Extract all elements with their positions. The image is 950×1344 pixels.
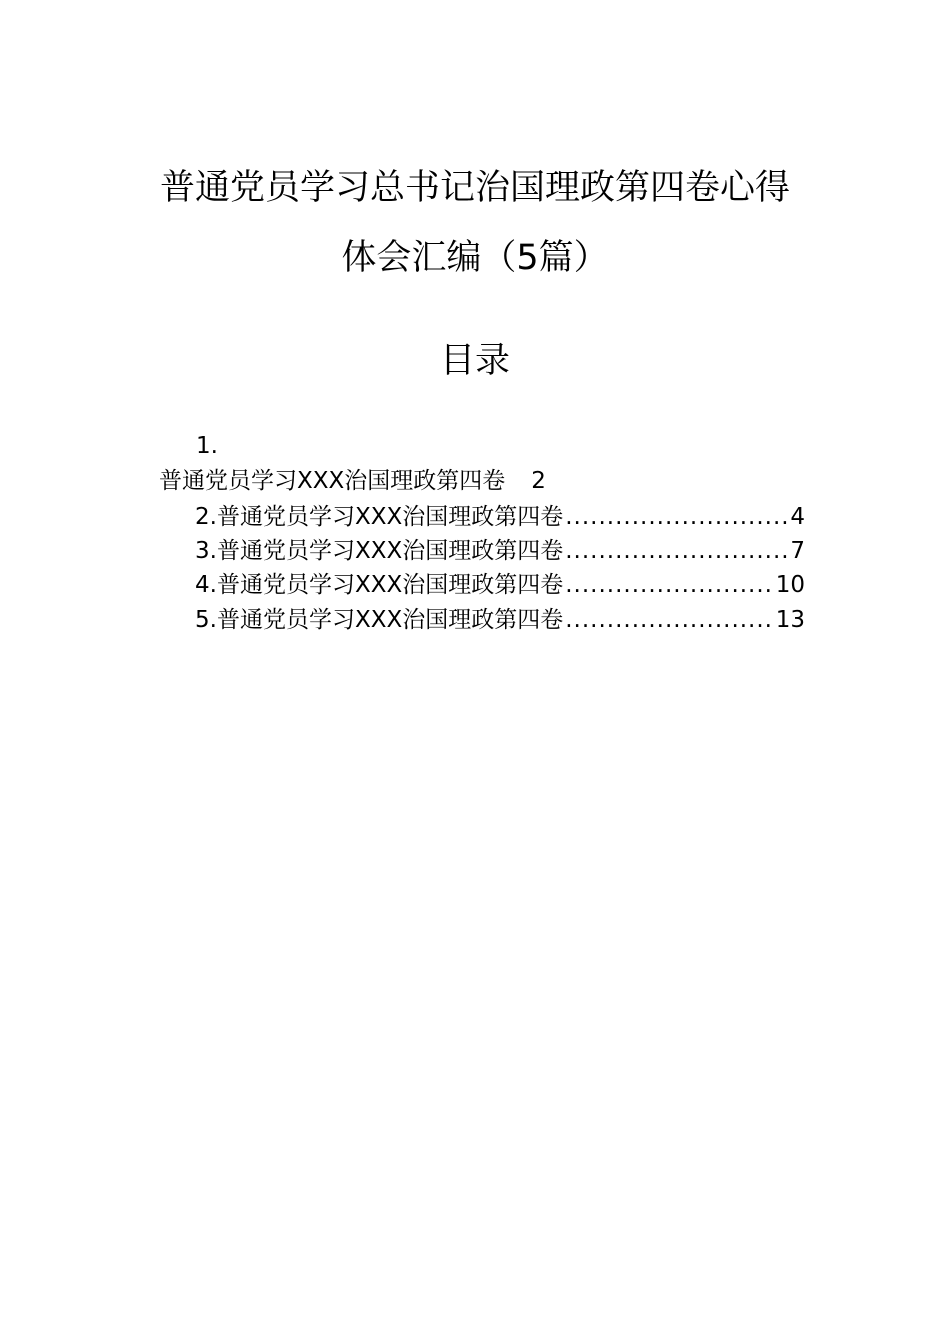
toc-heading: 目录 <box>439 341 510 381</box>
toc-entry-3-page: 7 <box>790 538 805 564</box>
toc-entry-3[interactable] <box>195 536 805 566</box>
toc-entry-3-title: 3.普通党员学习XXX治国理政第四卷 <box>195 538 564 564</box>
document-title-line-1: 普通党员学习总书记治国理政第四卷心得 <box>159 168 790 208</box>
toc-entry-4[interactable] <box>195 570 805 600</box>
toc-entry-1-number[interactable]: 1. <box>196 433 218 459</box>
toc-entry-1-title: 普通党员学习XXX治国理政第四卷 <box>159 468 506 494</box>
toc-leader-dots <box>565 536 788 566</box>
toc-leader-dots <box>565 570 774 600</box>
toc-leader-dots <box>565 502 788 532</box>
toc-entry-1-page: 2 <box>531 468 546 494</box>
toc-entry-5-title: 5.普通党员学习XXX治国理政第四卷 <box>195 607 564 633</box>
toc-entry-1[interactable] <box>159 466 546 496</box>
toc-entry-5[interactable] <box>195 605 805 635</box>
document-title-line-2: 体会汇编（5篇） <box>341 238 609 278</box>
toc-entry-2-page: 4 <box>790 504 805 530</box>
toc-entry-5-page: 13 <box>775 607 805 633</box>
toc-entry-4-title: 4.普通党员学习XXX治国理政第四卷 <box>195 572 564 598</box>
toc-entry-4-page: 10 <box>775 572 805 598</box>
toc-entry-2-title: 2.普通党员学习XXX治国理政第四卷 <box>195 504 564 530</box>
toc-leader-dots <box>565 605 774 635</box>
toc-entry-2[interactable] <box>195 502 805 532</box>
